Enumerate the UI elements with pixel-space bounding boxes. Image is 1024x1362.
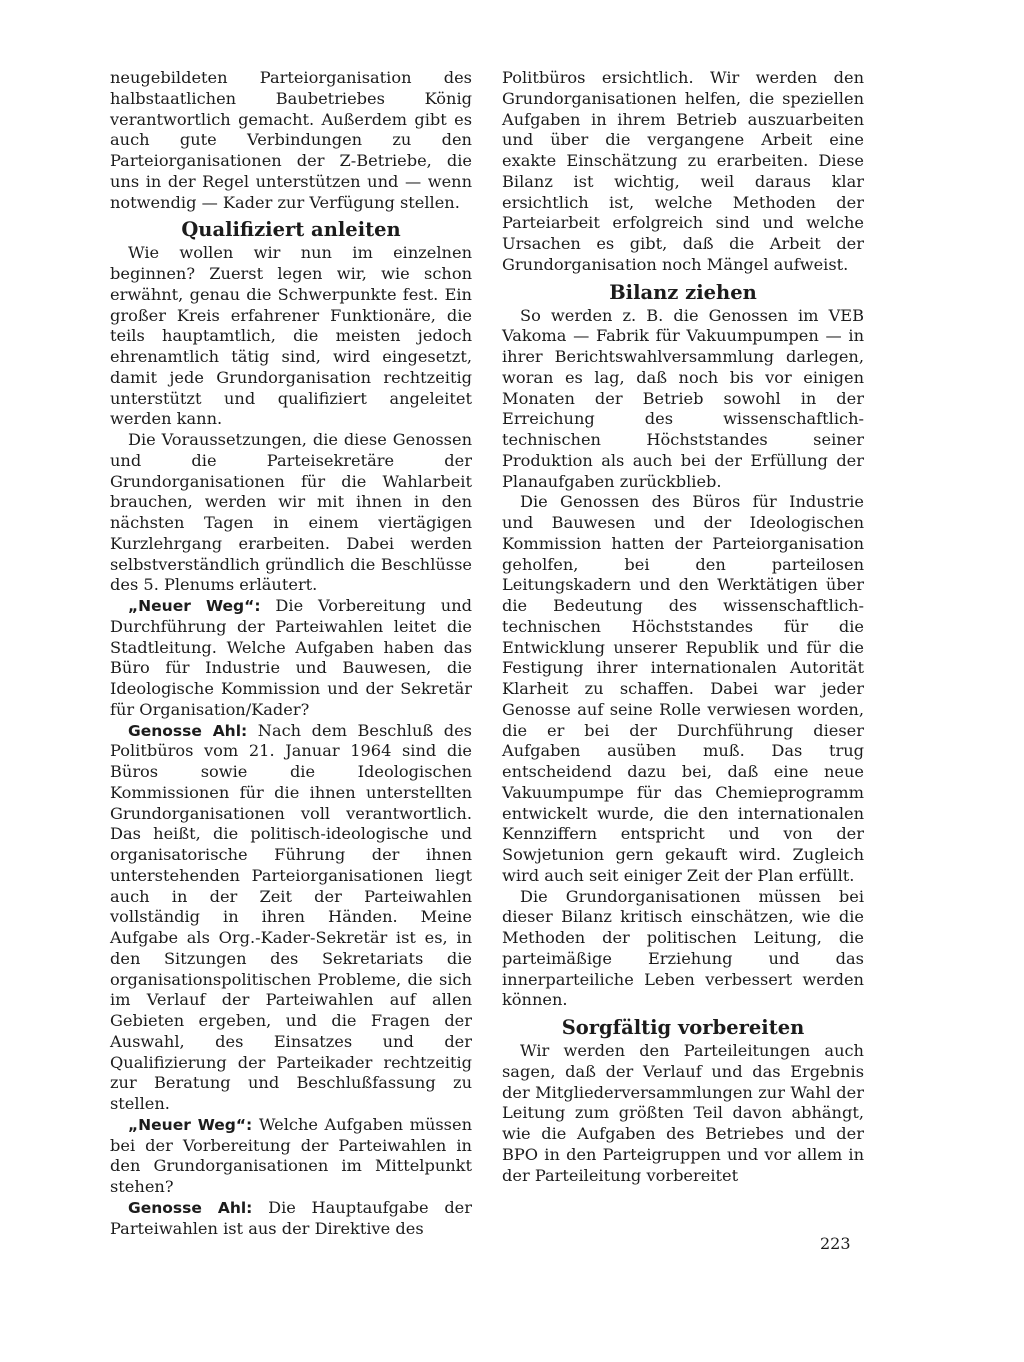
question-2 (110, 1115, 472, 1198)
left-column (110, 68, 472, 1239)
answer-1 (110, 721, 472, 1115)
section-heading-bilanz-ziehen: Bilanz ziehen (609, 280, 757, 304)
section-heading-sorgfaeltig-vorbereiten: Sorgfältig vorbereiten (561, 1016, 805, 1039)
question-2-text: Welche Aufgaben müssen bei der Vorbereitung der Parteiwahlen in den Grundorganisationen im Mittelpunkt stehen? (110, 1114, 472, 1196)
answer-1-text: Nach dem Beschluß des Politbüros vom 21. Januar 1964 sind die Büros sowie die Ideologischen Kommissionen für die ihnen unterstellten Grundorganisationen voll verantwortlich. Das heißt, die politisch-ideologische und organisatorische Führung der ihnen unterstehenden Parteiorganisationen liegt auch in der Zeit der Parteiwahlen vollständig in ihren Händen. Meine Aufgabe als Org.-Kader-Sekretär ist es, in den Sitzungen des Sekretariats die organisationspolitischen Probleme, die sich im Verlauf der Parteiwahlen auf allen Gebieten ergeben, und die Fragen der Auswahl, des Einsatzes und der Qualifizierung der Parteikader rechtzeitig zur Beratung und Beschlußfassung zu stellen. (110, 720, 472, 1113)
paragraph-voraussetzungen: Die Voraussetzungen, die diese Genossen und die Parteisekretäre der Grundorganisationen für die Wahlarbeit brauchen, werden wir mit ihnen in den nächsten Tagen in einem viertägigen Kurzlehrgang erarbeiten. Dabei werden selbstverständlich gründlich die Beschlüsse des 5. Plenums erläutert. (110, 430, 472, 595)
right-intro-paragraph: Politbüros ersichtlich. Wir werden den Grundorganisationen helfen, die speziellen Aufgaben in ihrem Betrieb auszuarbeiten und über die vergangene Arbeit eine exakte Einschätzung zu erarbeiten. Diese Bilanz ist wichtig, weil daraus klar ersichtlich ist, welche Methoden der Parteiarbeit erfolgreich sind und welche Ursachen es gibt, daß die Arbeit der Grundorganisation noch Mängel aufweist. (502, 68, 864, 274)
question-1 (110, 596, 472, 721)
right-column (502, 68, 864, 1186)
question-1-text: Die Vorbereitung und Durchführung der Parteiwahlen leitet die Stadtleitung. Welche Aufgaben haben das Büro für Industrie und Bauwesen, die Ideologische Kommission und der Sekretär für Organisation/Kader? (110, 596, 473, 719)
paragraph-bueros: Die Genossen des Büros für Industrie und Bauwesen und der Ideologischen Kommission hatten der Parteiorganisation geholfen, bei den parteilosen Leitungskadern und den Werktätigen über die Bedeutung des wissenschaftlich-technischen Höchststandes für die Entwicklung unserer Republik und für die Festigung ihrer internationalen Autorität Klarheit zu schaffen. Dabei war jeder Genosse auf seine Rolle verwiesen worden, die er bei der Durchführung dieser Aufgaben ausüben muß. Das trug entscheidend dazu bei, daß eine neue Vakuumpumpe für das Chemieprogramm entwickelt wurde, die den internationalen Kennziffern entspricht und von der Sowjetunion gern gekauft wird. Zugleich wird auch seit einiger Zeit der Plan erfüllt. (502, 492, 864, 885)
paragraph-bilanz-kritisch: Die Grundorganisationen müssen bei dieser Bilanz kritisch einschätzen, wie die Methoden der politischen Leitung, die parteimäßige Erziehung und das innerparteiliche Leben verbessert werden können. (502, 886, 864, 1010)
question-2-speaker: „Neuer Weg“: (128, 1115, 253, 1134)
left-intro-paragraph: neugebildeten Parteiorganisation des halbstaatlichen Baubetriebes König verantwortlich gemacht. Außerdem gibt es auch gute Verbindungen zu den Parteiorganisationen der Z-Betriebe, die uns in der Regel unterstützen und — wenn notwendig — Kader zur Verfügung stellen. (110, 68, 472, 212)
answer-1-speaker: Genosse Ahl: (128, 721, 248, 740)
answer-2-text: Die Hauptaufgabe der Parteiwahlen ist aus der Direktive des (110, 1197, 473, 1238)
paragraph-parteileitungen: Wir werden den Parteileitungen auch sagen, daß der Verlauf und das Ergebnis der Mitgliederversammlungen zur Wahl der Leitung zum größten Teil davon abhängt, wie die Aufgaben des Betriebes und der BPO in den Parteigruppen und vor allem in der Parteileitung vorbereitet (502, 1041, 864, 1185)
answer-2 (110, 1198, 472, 1240)
question-1-speaker: „Neuer Weg“: (128, 597, 261, 615)
page-number: 223 (820, 1234, 851, 1253)
section-heading-qualifiziert-anleiten: Qualifiziert anleiten (181, 218, 401, 242)
answer-2-speaker: Genosse Ahl: (128, 1198, 253, 1217)
paragraph-schwerpunkte: Wie wollen wir nun im einzelnen beginnen? Zuerst legen wir, wie schon erwähnt, genau die Schwerpunkte fest. Ein großer Kreis erfahrener Funktionäre, die teils hauptamtlich, die meisten jedoch ehrenamtlich tätig sind, wird eingesetzt, damit jede Grundorganisation rechtzeitig unterstützt und qualifiziert angeleitet werden kann. (110, 243, 472, 429)
paragraph-vakoma: So werden z. B. die Genossen im VEB Vakoma — Fabrik für Vakuumpumpen — in ihrer Berichtswahlversammlung darlegen, woran es lag, daß noch bis vor einigen Monaten der Betrieb sowohl in der Erreichung des wissenschaftlich-technischen Höchststandes seiner Produktion als auch bei der Erfüllung der Planaufgaben zurückblieb. (502, 305, 864, 491)
